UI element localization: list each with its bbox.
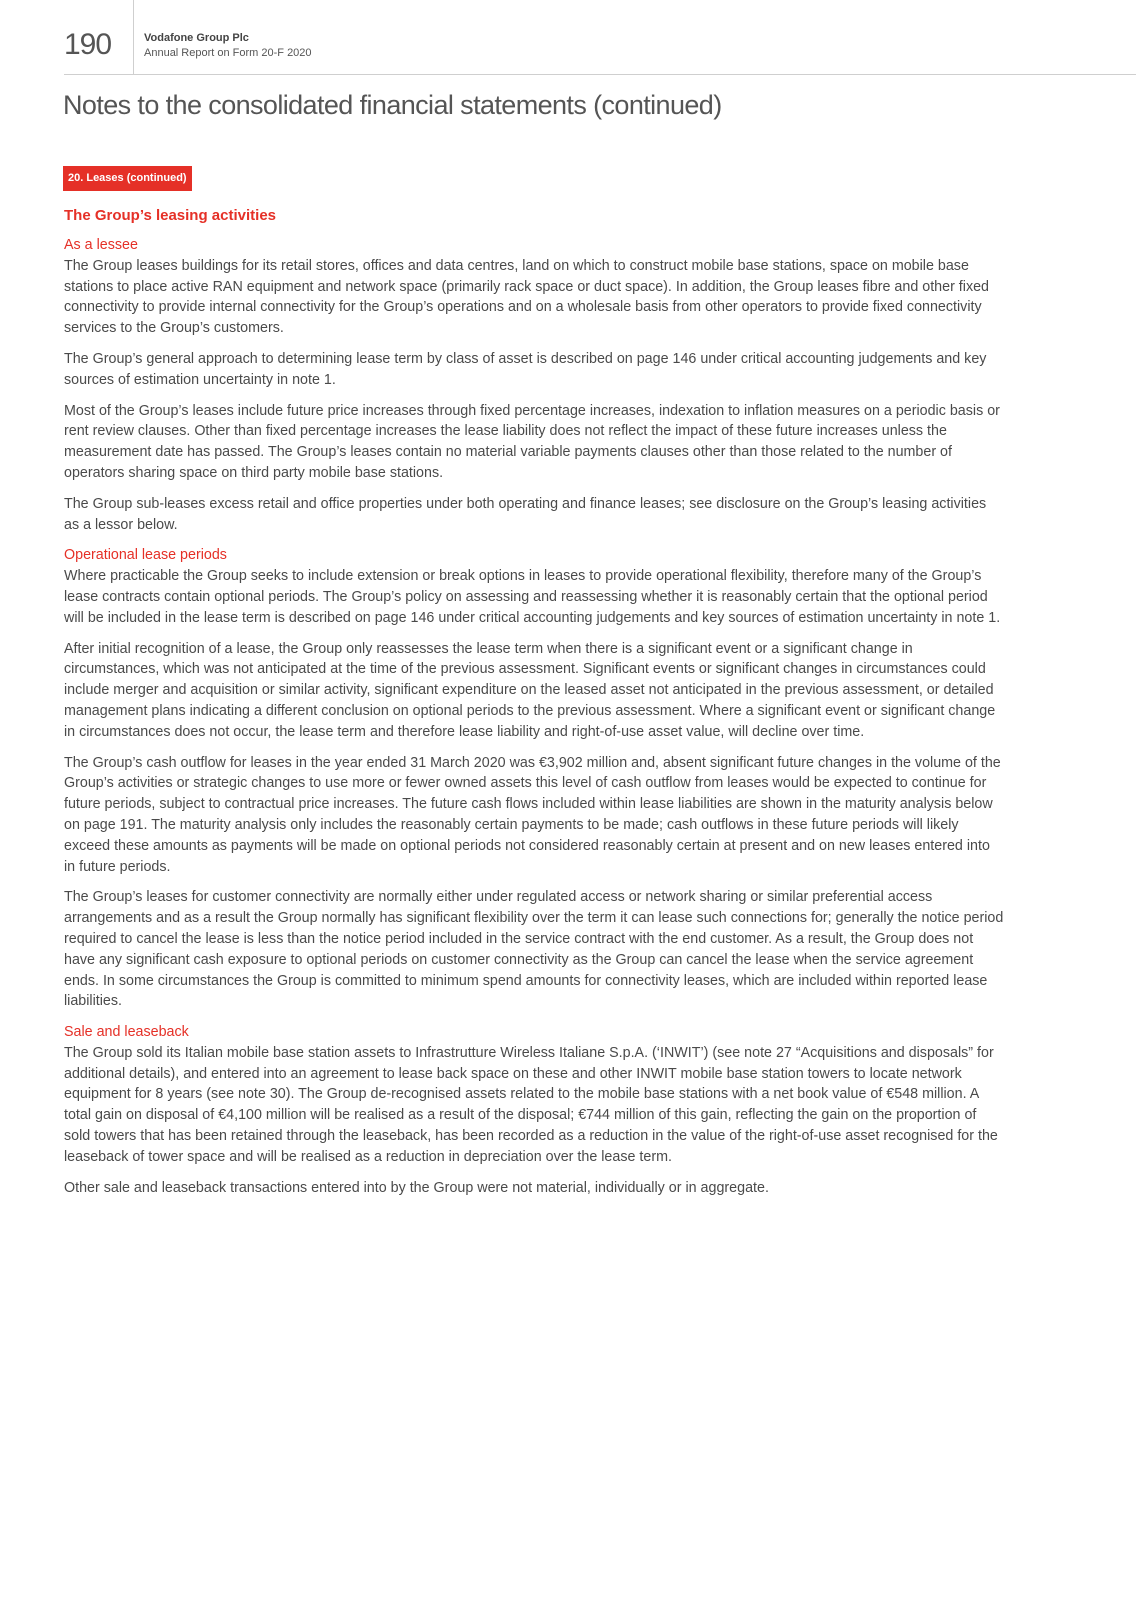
section-badge: 20. Leases (continued) [63, 166, 192, 191]
paragraph: Where practicable the Group seeks to include extension or break options in leases to provide operational flexibility, therefore many of the Group’s lease contracts contain optional periods. The Group’s policy on assessing and reassessing whether it is reasonably certain that the optional period will be included in the lease term is described on page 146 under critical accounting judgements and key sources of estimation uncertainty in note 1. [64, 568, 1001, 626]
paragraph: The Group sub-leases excess retail and office properties under both operating and finance leases; see disclosure on the Group’s leasing activities as a lessor below. [64, 495, 987, 533]
document-body [64, 206, 1004, 1208]
subsection-sale-and-leaseback [64, 1022, 1004, 1198]
paragraph: The Group’s leases for customer connectivity are normally either under regulated access or network sharing or similar preferential access arrangements and as a result the Group normally has significant flexibility over the term it can lease such connections for; generally the notice period required to cancel the lease is less than the notice period included in the service contract with the end customer. As a result, the Group does not have any significant cash exposure to optional periods on customer connectivity as the Group can cancel the lease when the service agreement ends. In some circumstances the Group is committed to minimum spend amounts for connectivity leases, which are included within reported lease liabilities. [64, 889, 1004, 1010]
paragraph: The Group’s cash outflow for leases in the year ended 31 March 2020 was €3,902 million and, absent significant future changes in the volume of the Group’s activities or strategic changes to use more or fewer owned assets this level of cash outflow from leases would be expected to continue for future periods, subject to contractual price increases. The future cash flows included within lease liabilities are shown in the maturity analysis below on page 191. The maturity analysis only includes the reasonably certain payments to be made; cash outflows in these future periods will likely exceed these amounts as payments will be made on optional periods not considered reasonably certain at present and on new leases entered into in future periods. [64, 754, 1001, 875]
page-number: 190 [64, 28, 112, 61]
paragraph: After initial recognition of a lease, the Group only reassesses the lease term when there is a significant event or a significant change in circumstances, which was not anticipated at the time of the previous assessment. Significant events or significant changes in circumstances could include merger and acquisition or similar activity, significant expenditure on the leased asset not anticipated in the previous assessment, or detailed management plans indicating a different conclusion on optional periods to the previous assessment. Where a significant event or significant change in circumstances does not occur, the lease term and therefore lease liability and right-of-use asset value, will decline over time. [64, 640, 996, 740]
paragraph: Other sale and leaseback transactions entered into by the Group were not material, individually or in aggregate. [64, 1179, 769, 1196]
section-heading: The Group’s leasing activities [64, 207, 277, 224]
paragraph: The Group sold its Italian mobile base station assets to Infrastrutture Wireless Italiane S.p.A. (‘INWIT’) (see note 27 “Acquisitions and disposals” for additional details), and entered into an agreement to lease back space on these and other INWIT mobile base station towers to locate network equipment for 8 years (see note 30). The Group de-recognised assets related to the mobile base stations with a net book value of €548 million. A total gain on disposal of €4,100 million will be realised as a result of the disposal; €744 million of this gain, reflecting the gain on the proportion of sold towers that has been retained through the leaseback, has been recorded as a reduction in the value of the right-of-use asset recognised for the leaseback of tower space and will be realised as a reduction in depreciation over the lease term. [64, 1044, 998, 1165]
subsection-heading: Operational lease periods [64, 547, 227, 564]
subsection-as-a-lessee [64, 235, 1004, 535]
company-name: Vodafone Group Plc [144, 32, 249, 44]
page-title: Notes to the consolidated financial statements (continued) [63, 90, 722, 120]
subsection-operational-lease-periods [64, 545, 1004, 1012]
paragraph: The Group leases buildings for its retail stores, offices and data centres, land on which to construct mobile base stations, space on mobile base stations to place active RAN equipment and network space (primarily rack space or duct space). In addition, the Group leases fibre and other fixed connectivity to provide internal connectivity for the Group’s operations and on a wholesale basis from other operators to provide fixed connectivity services to the Group’s customers. [64, 257, 990, 337]
header-divider [133, 0, 134, 75]
subsection-heading: As a lessee [64, 237, 138, 253]
subsection-heading: Sale and leaseback [64, 1024, 189, 1041]
report-name: Annual Report on Form 20-F 2020 [144, 47, 312, 59]
header-rule [64, 74, 1136, 75]
page-header [0, 0, 1136, 75]
paragraph: The Group’s general approach to determining lease term by class of asset is described on page 146 under critical accounting judgements and key sources of estimation uncertainty in note 1. [64, 350, 987, 388]
paragraph: Most of the Group’s leases include future price increases through fixed percentage increases, indexation to inflation measures on a periodic basis or rent review clauses. Other than fixed percentage increases the lease liability does not reflect the impact of these future increases unless the measurement date has passed. The Group’s leases contain no material variable payments clauses other than those related to the number of operators sharing space on third party mobile base stations. [64, 402, 1000, 481]
